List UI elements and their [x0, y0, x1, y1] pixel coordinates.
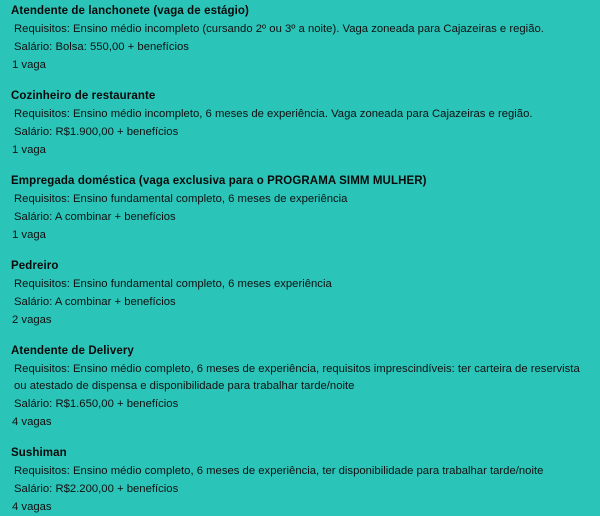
job-vacancies: 4 vagas	[12, 501, 52, 513]
job-vacancies: 1 vaga	[12, 59, 46, 71]
job-vacancies: 1 vaga	[12, 229, 46, 241]
job-salary: Salário: R$1.650,00 + benefícios	[14, 398, 179, 410]
job-requirements: Requisitos: Ensino médio incompleto, 6 meses de experiência. Vaga zoneada para Cajazeiras e região.	[14, 108, 533, 120]
job-salary: Salário: R$2.200,00 + benefícios	[14, 483, 179, 495]
job-requirements: Requisitos: Ensino médio incompleto (cursando 2º ou 3º a noite). Vaga zoneada para Cajazeiras e região.	[14, 23, 544, 35]
job-title: Cozinheiro de restaurante	[11, 90, 156, 102]
job-requirements: Requisitos: Ensino fundamental completo, 6 meses experiência	[14, 278, 332, 290]
job-salary: Salário: Bolsa: 550,00 + benefícios	[14, 41, 189, 53]
job-vacancies: 4 vagas	[12, 416, 52, 428]
job-requirements: Requisitos: Ensino fundamental completo, 6 meses de experiência	[14, 193, 348, 205]
job-salary: Salário: A combinar + benefícios	[14, 211, 176, 223]
job-block	[11, 3, 594, 74]
job-vacancies: 1 vaga	[12, 144, 46, 156]
job-title: Empregada doméstica (vaga exclusiva para o PROGRAMA SIMM MULHER)	[11, 175, 427, 187]
job-title: Pedreiro	[11, 260, 59, 272]
job-title: Atendente de lanchonete (vaga de estágio)	[11, 5, 249, 17]
job-title: Sushiman	[11, 447, 67, 459]
job-salary: Salário: A combinar + benefícios	[14, 296, 176, 308]
job-block	[11, 445, 594, 516]
job-block	[11, 88, 594, 159]
job-title: Atendente de Delivery	[11, 345, 134, 357]
job-salary: Salário: R$1.900,00 + benefícios	[14, 126, 179, 138]
job-block	[11, 258, 594, 329]
job-requirements: Requisitos: Ensino médio completo, 6 meses de experiência, requisitos imprescindíveis: ter carteira de reservista ou atestado de dispensa e disponibilidade para trabalhar tarde/noite	[14, 363, 580, 392]
job-requirements: Requisitos: Ensino médio completo, 6 meses de experiência, ter disponibilidade para trabalhar tarde/noite	[14, 465, 544, 477]
job-block	[11, 173, 594, 244]
job-block	[11, 343, 594, 431]
job-vacancies: 2 vagas	[12, 314, 52, 326]
